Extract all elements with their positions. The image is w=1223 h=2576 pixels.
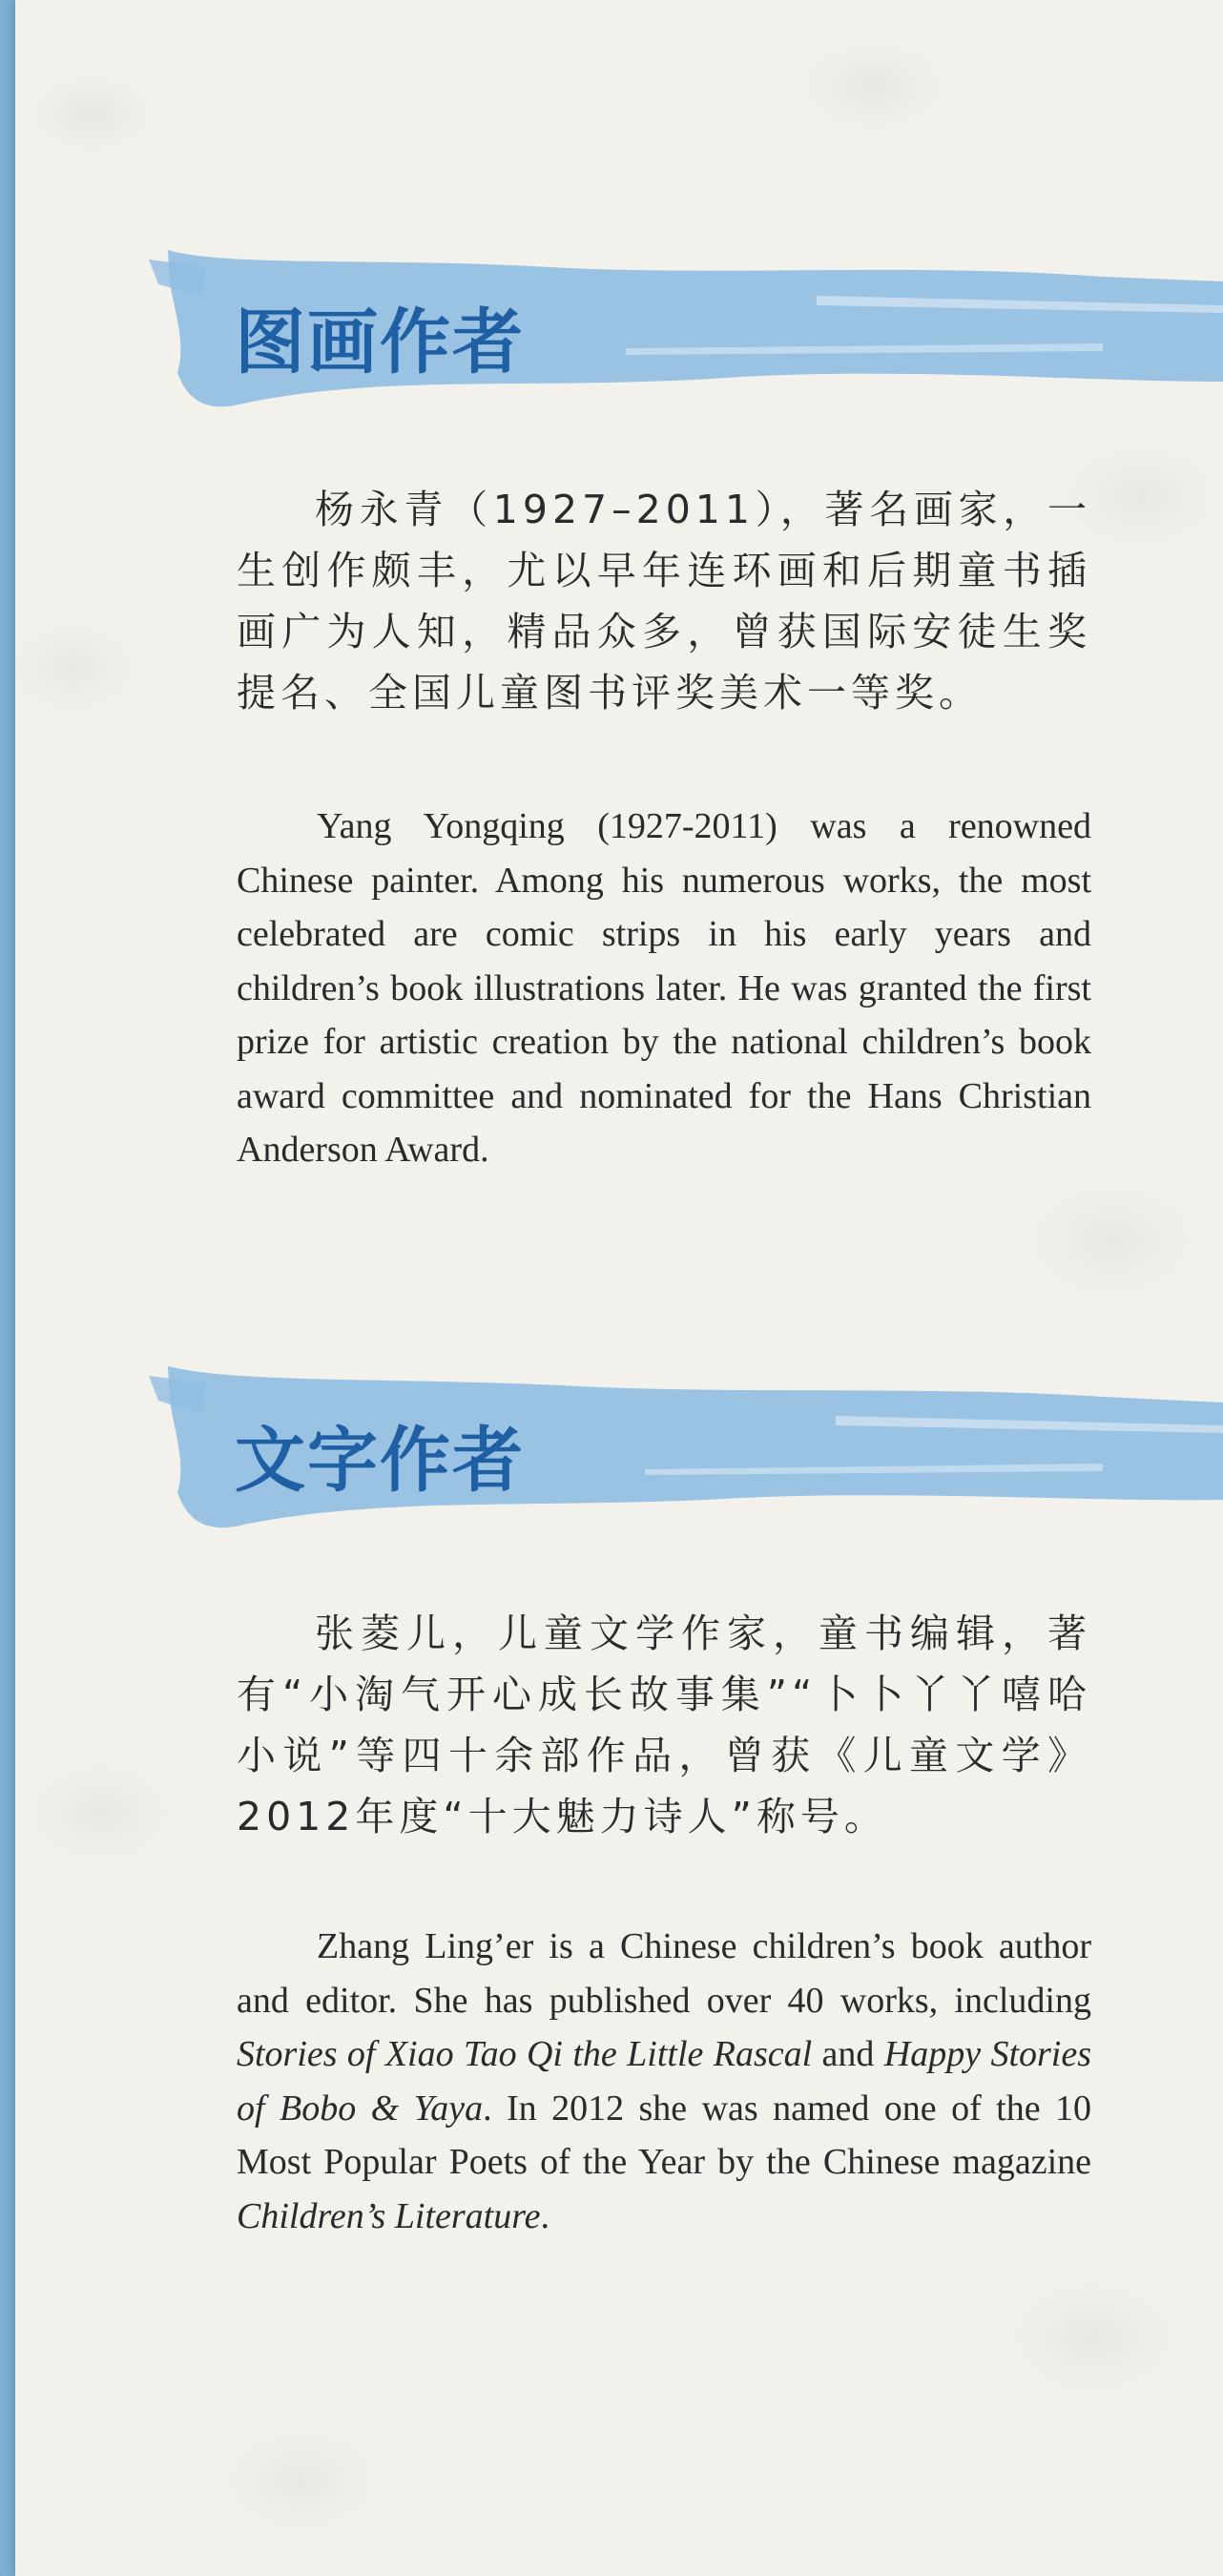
- author-bio-text: . In 2012 she was named one of the 10 Most Popular Poets of the Year by the Chinese magazine: [237, 2088, 1091, 2182]
- book-page: [15, 0, 1223, 2576]
- book-title: Happy Stories of Bobo & Yaya: [237, 2034, 1092, 2129]
- author-bio-chinese: 张菱儿，儿童文学作家，童书编辑，著有“小淘气开心成长故事集”“卜卜丫丫嘻哈小说”等四十余部作品，曾获《儿童文学》2012年度“十大魅力诗人”称号。: [237, 1610, 1091, 1839]
- illustrator-heading: 图画作者: [235, 301, 525, 384]
- author-bio-text: .: [540, 2195, 549, 2236]
- author-bio-text: and: [812, 2034, 884, 2074]
- author-bio-text: Zhang Ling’er is a Chinese children’s book author and editor. She has published over 40 works, including: [237, 1926, 1091, 2021]
- book-title: Stories of Xiao Tao Qi the Little Rascal: [237, 2034, 813, 2074]
- magazine-title: Children’s Literature: [237, 2195, 541, 2236]
- author-bio-english: [237, 1920, 1091, 2243]
- illustrator-bio-chinese: 杨永青（1927–2011），著名画家，一生创作颇丰，尤以早年连环画和后期童书插画广为人知，精品众多，曾获国际安徒生奖提名、全国儿童图书评奖美术一等奖。: [237, 487, 1091, 716]
- author-heading: 文字作者: [235, 1420, 525, 1502]
- illustrator-bio-english: Yang Yongqing (1927-2011) was a renowned Chinese painter. Among his numerous works, the most celebrated are comic strips in his early years and children’s book illustrations later. He was granted the first prize for artistic creation by the national children’s book award committee and nominated for the Hans Christian Anderson Award.: [237, 806, 1091, 1170]
